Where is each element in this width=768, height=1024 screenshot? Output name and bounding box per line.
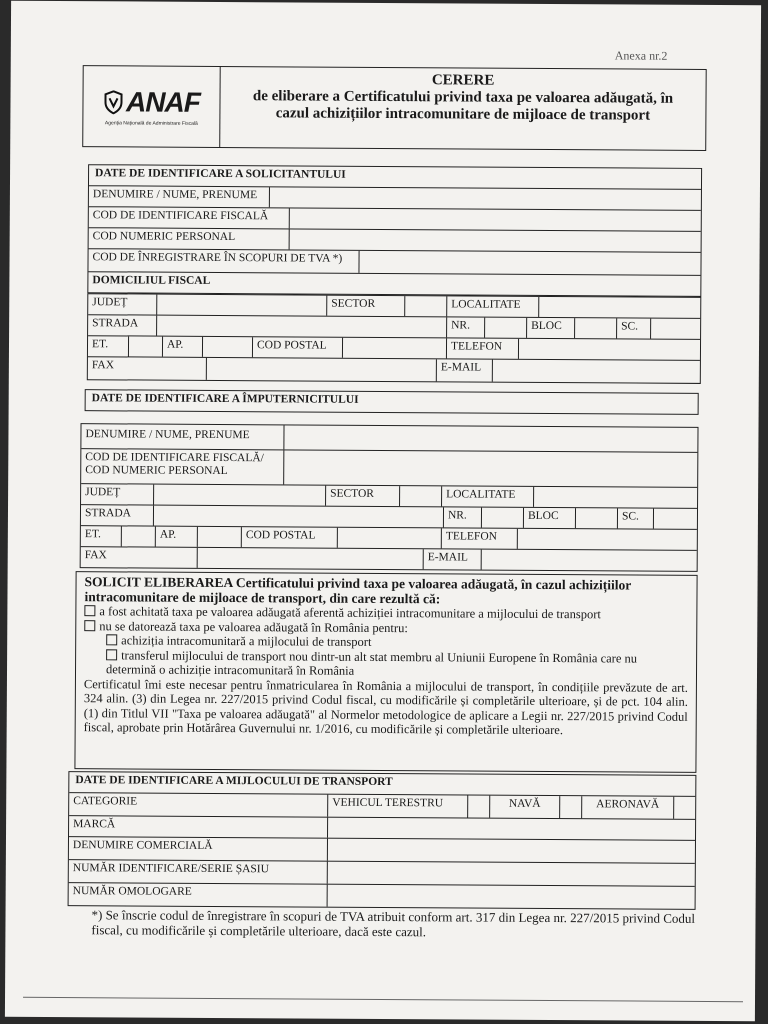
applicant-section (87, 164, 702, 297)
applicant-et-field[interactable] (128, 336, 162, 356)
proxy-telefon-label: TELEFON (441, 528, 517, 548)
applicant-sector-label: SECTOR (326, 296, 404, 316)
proxy-fax-field[interactable] (197, 548, 423, 569)
checkbox-tax-not-due[interactable] (84, 620, 95, 631)
proxy-section-title: DATE DE IDENTIFICARE A ÎMPUTERNICITULUI (91, 392, 359, 406)
form-header (82, 65, 706, 151)
proxy-telefon-field[interactable] (517, 529, 697, 550)
vehicle-ship-checkbox[interactable] (559, 796, 581, 818)
applicant-telefon-label: TELEFON (446, 338, 518, 358)
proxy-name-field[interactable] (283, 425, 697, 452)
applicant-cod-postal-field[interactable] (342, 338, 446, 359)
option-transfer[interactable] (84, 648, 688, 681)
proxy-strada-label: STRADA (84, 507, 132, 520)
vehicle-commercial-name-label: DENUMIRE COMERCIALĂ (72, 839, 213, 852)
applicant-judet-label: JUDEȚ (92, 296, 128, 309)
applicant-ap-label: AP. (162, 337, 202, 357)
proxy-nr-field[interactable] (481, 508, 523, 528)
applicant-cod-postal-label: COD POSTAL (252, 337, 342, 358)
form-page (5, 1, 761, 1022)
proxy-bloc-label: BLOC (523, 508, 575, 528)
proxy-et-field[interactable] (121, 526, 155, 546)
vehicle-chassis-label: NUMĂR IDENTIFICARE/SERIE ȘASIU (72, 862, 270, 876)
option-transfer-label: transferul mijlocului de transport nou dintr-un alt stat membru al Uniunii Europene în România care nu determină o achiziție intracomunitară în România (105, 647, 638, 678)
applicant-cnp-label: COD NUMERIC PERSONAL (92, 230, 236, 244)
proxy-cif-label: COD DE IDENTIFICARE FISCALĂ/ (85, 451, 264, 465)
proxy-sc-label: SC. (617, 508, 653, 528)
form-title: CERERE (431, 72, 495, 89)
applicant-name-label: DENUMIRE / NUME, PRENUME (92, 188, 258, 202)
applicant-sc-field[interactable] (650, 319, 700, 339)
vehicle-terrestrial-checkbox[interactable] (467, 796, 489, 818)
proxy-cod-postal-field[interactable] (337, 528, 441, 549)
applicant-bloc-label: BLOC (526, 318, 574, 338)
checkbox-transfer[interactable] (106, 649, 117, 660)
vehicle-section-title: DATE DE IDENTIFICARE A MIJLOCULUI DE TRANSPORT (75, 774, 393, 789)
proxy-localitate-label: LOCALITATE (441, 486, 533, 507)
applicant-bloc-field[interactable] (574, 318, 616, 338)
declaration-section (74, 571, 697, 773)
proxy-cod-postal-label: COD POSTAL (241, 527, 337, 548)
vehicle-brand-field[interactable] (327, 818, 695, 840)
proxy-ap-field[interactable] (197, 527, 241, 547)
applicant-strada-field[interactable] (156, 316, 446, 338)
proxy-name-label: DENUMIRE / NUME, PRENUME (85, 428, 250, 442)
vehicle-homologation-field[interactable] (327, 885, 695, 909)
form-subtitle: de eliberare a Certificatului privind taxa pe valoarea adăugată, în cazul achizițiilor intracomunitare de mijloace de transport (252, 88, 674, 124)
vehicle-aircraft-label: AERONAVĂ (581, 796, 673, 819)
applicant-vat-field[interactable] (358, 251, 700, 275)
anaf-shield-icon (103, 90, 123, 114)
applicant-ap-field[interactable] (202, 337, 252, 357)
applicant-email-field[interactable] (492, 360, 700, 383)
applicant-cif-label: COD DE IDENTIFICARE FISCALĂ (92, 209, 269, 223)
proxy-fax-label: FAX (84, 549, 107, 562)
proxy-sector-label: SECTOR (325, 486, 399, 506)
bottom-divider (23, 997, 743, 1002)
declaration-note: Certificatul îmi este necesar pentru înmatricularea în România a mijlocului de transport, în condițiile prevăzute de art. 324 alin. (3) din Legea nr. 227/2015 privind Codul fiscal, cu modificările și completările ulterioare, și de pct. 104 alin. (1) din Titlul VII "Taxa pe valoarea adăugată" al Normelor metodologice de aplicare a Legii nr. 227/2015 privind Codul fiscal, aprobate prin Hotărârea Guvernului nr. 1/2016, cu modificările și completările ulterioare. (83, 676, 688, 738)
proxy-localitate-field[interactable] (533, 487, 697, 508)
vehicle-category-label: CATEGORIE (73, 795, 138, 808)
logo-subtitle: Agenția Națională de Administrare Fiscală (104, 120, 198, 127)
applicant-cif-field[interactable] (289, 208, 701, 231)
option-intracom-acquisition-label: achiziția intracomunitară a mijlocului de transport (121, 633, 372, 649)
proxy-email-field[interactable] (481, 550, 697, 571)
proxy-ap-label: AP. (155, 527, 197, 547)
vehicle-brand-label: MARCĂ (73, 818, 116, 831)
applicant-email-label: E-MAIL (436, 359, 492, 381)
vehicle-homologation-label: NUMĂR OMOLOGARE (72, 885, 192, 898)
vehicle-section (68, 771, 697, 910)
applicant-domicile-label: DOMICILIUL FISCAL (92, 274, 211, 287)
proxy-email-label: E-MAIL (423, 549, 481, 569)
applicant-et-label: ET. (91, 338, 109, 351)
applicant-sc-label: SC. (616, 318, 650, 338)
proxy-judet-field[interactable] (153, 485, 325, 506)
applicant-localitate-label: LOCALITATE (446, 296, 538, 317)
applicant-nr-label: NR. (446, 317, 484, 337)
annex-label: Anexa nr.2 (614, 48, 668, 63)
checkbox-tax-paid[interactable] (84, 605, 95, 616)
proxy-section (80, 423, 699, 572)
applicant-section-title: DATE DE IDENTIFICARE A SOLICITANTULUI (95, 167, 346, 181)
applicant-cnp-field[interactable] (289, 229, 701, 252)
vehicle-ship-label: NAVĂ (489, 796, 559, 818)
applicant-strada-label: STRADA (92, 317, 139, 330)
declaration-title: SOLICIT ELIBERAREA Certificatului privind taxa pe valoarea adăugată, în cazul achizițiilor intracomunitare de mijloace de transport, din care rezultă că: (84, 574, 632, 606)
proxy-cif-field[interactable] (283, 450, 697, 487)
vehicle-chassis-field[interactable] (327, 862, 695, 886)
vehicle-commercial-name-field[interactable] (327, 839, 695, 863)
logo-text: ANAF (126, 86, 200, 118)
applicant-sector-field[interactable] (404, 296, 446, 316)
footnote: *) Se înscrie codul de înregistrare în scopuri de TVA atribuit conform art. 317 din Legea nr. 227/2015 privind Codul fiscal, cu modificările și completările ulterioare, dacă este cazul. (91, 907, 696, 940)
applicant-telefon-field[interactable] (518, 339, 700, 360)
option-tax-not-due-label: nu se datorează taxa pe valoarea adăugată în România pentru: (99, 618, 408, 635)
proxy-sector-field[interactable] (399, 486, 441, 506)
option-tax-paid-label: a fost achitată taxa pe valoarea adăugată aferentă achiziției intracomunitare a mijlocului de transport (99, 604, 601, 622)
proxy-section-header (85, 389, 699, 415)
vehicle-terrestrial-label: VEHICUL TERESTRU (327, 795, 467, 818)
checkbox-intracom-acquisition[interactable] (106, 634, 117, 645)
applicant-fax-label: FAX (91, 359, 115, 372)
logo (83, 66, 220, 147)
proxy-bloc-field[interactable] (575, 508, 617, 528)
applicant-nr-field[interactable] (484, 318, 526, 338)
applicant-name-field[interactable] (269, 187, 701, 210)
proxy-judet-label: JUDEȚ (85, 486, 121, 499)
applicant-fax-field[interactable] (206, 358, 436, 381)
proxy-nr-label: NR. (443, 507, 481, 527)
proxy-cnp-label: COD NUMERIC PERSONAL (85, 464, 228, 478)
applicant-localitate-field[interactable] (538, 297, 700, 318)
proxy-et-label: ET. (84, 528, 101, 541)
proxy-sc-field[interactable] (653, 509, 697, 529)
vehicle-aircraft-checkbox[interactable] (673, 797, 695, 819)
applicant-vat-label: COD DE ÎNREGISTRARE ÎN SCOPURI DE TVA *) (92, 251, 343, 265)
applicant-address (87, 293, 702, 384)
proxy-strada-field[interactable] (153, 506, 443, 528)
applicant-judet-field[interactable] (156, 295, 326, 316)
